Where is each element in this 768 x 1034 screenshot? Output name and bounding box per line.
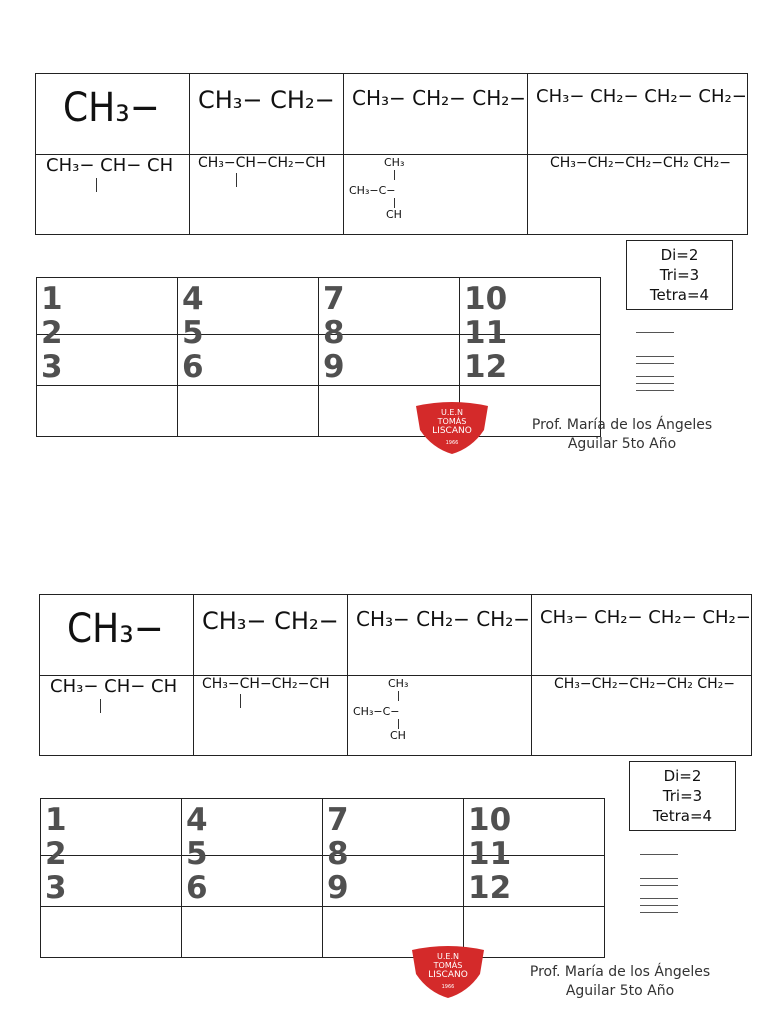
- grid-cell: [178, 386, 319, 437]
- formula-cell: [194, 595, 348, 676]
- number: 3: [41, 349, 63, 385]
- formula-cell: [36, 74, 190, 155]
- number: 10: [468, 802, 512, 838]
- prefix-di: Di=2: [663, 767, 702, 785]
- main-chain: CH₃−C−: [353, 704, 400, 718]
- propyl-formula: CH₃− CH₂− CH₂−: [352, 86, 527, 110]
- bond-line: [100, 699, 101, 713]
- logo-text: U.E.N: [441, 408, 463, 417]
- logo-text: U.E.N: [437, 952, 459, 961]
- prefix-legend: [626, 240, 733, 310]
- grid-cell: [464, 799, 605, 906]
- lower-group: CH: [386, 207, 402, 221]
- prefix-tetra: Tetra=4: [649, 286, 710, 304]
- isopropyl-formula: CH₃− CH− CH: [50, 675, 178, 697]
- number: 12: [468, 870, 512, 906]
- methyl-formula: CH₃−: [67, 606, 164, 652]
- number: 1: [45, 802, 67, 838]
- number: 11: [468, 836, 512, 872]
- logo-text: TOMÁS: [437, 417, 467, 426]
- upper-group: CH₃: [388, 676, 409, 690]
- professor-credit: [518, 416, 726, 454]
- formula-cell: [36, 155, 190, 235]
- school-logo: [412, 400, 492, 454]
- formula-cell: [344, 74, 528, 155]
- prefix-di: Di=2: [660, 246, 699, 264]
- triple-bond-line: [640, 912, 678, 913]
- formula-cell: [190, 155, 344, 235]
- number: 1: [41, 281, 63, 317]
- bond-line: [398, 691, 399, 701]
- number: 8: [327, 836, 349, 872]
- triple-bond-line: [636, 383, 674, 384]
- tert-butyl-formula: [348, 677, 531, 755]
- double-bond-line: [636, 363, 674, 364]
- number-stack: [464, 799, 604, 906]
- formula-cell: [190, 74, 344, 155]
- number-grid: [40, 798, 605, 958]
- formula-cell: [40, 595, 194, 676]
- triple-bond-line: [640, 905, 678, 906]
- bond-line: [240, 694, 241, 708]
- number: 5: [186, 836, 208, 872]
- number-grid: [36, 277, 601, 437]
- prefix-tetra: Tetra=4: [652, 807, 713, 825]
- ethyl-formula: CH₃− CH₂−: [198, 86, 335, 114]
- grid-cell: [37, 386, 178, 437]
- number: 7: [323, 281, 345, 317]
- number-stack: [37, 278, 177, 385]
- grid-cell: [182, 799, 323, 906]
- number-stack: [460, 278, 600, 385]
- number: 4: [182, 281, 204, 317]
- pentyl-formula: CH₃−CH₂−CH₂−CH₂ CH₂−: [554, 675, 735, 692]
- butyl-formula: CH₃− CH₂− CH₂− CH₂−: [536, 86, 747, 107]
- formula-cell: [528, 74, 748, 155]
- upper-group: CH₃: [384, 155, 405, 169]
- course-year: Aguilar 5to Año: [567, 436, 677, 452]
- number: 6: [182, 349, 204, 385]
- isobutyl-formula: CH₃−CH−CH₂−CH: [198, 154, 326, 171]
- number-stack: [323, 799, 463, 906]
- bond-line: [394, 198, 395, 208]
- triple-bond-line: [640, 898, 678, 899]
- isopropyl-formula: CH₃− CH− CH: [46, 154, 174, 176]
- bond-line: [398, 719, 399, 729]
- grid-cell: [319, 278, 460, 385]
- ethyl-formula: CH₃− CH₂−: [202, 607, 339, 635]
- bond-line: [394, 170, 395, 180]
- logo-text: 1966: [445, 440, 459, 446]
- number: 2: [45, 836, 67, 872]
- number: 12: [464, 349, 508, 385]
- grid-cell: [41, 799, 182, 906]
- number: 2: [41, 315, 63, 351]
- grid-cell: [182, 907, 323, 958]
- formula-cell: [40, 676, 194, 756]
- number: 5: [182, 315, 204, 351]
- grid-cell: [37, 278, 178, 385]
- formula-cell: [528, 155, 748, 235]
- number: 10: [464, 281, 508, 317]
- number-stack: [319, 278, 459, 385]
- professor-credit: [516, 963, 724, 1001]
- formula-cell: [348, 595, 532, 676]
- prefix-legend: [629, 761, 736, 831]
- prefix-tri: Tri=3: [662, 787, 703, 805]
- worksheet-top: [0, 0, 768, 512]
- main-chain: CH₃−C−: [349, 183, 396, 197]
- double-bond-line: [636, 356, 674, 357]
- logo-text: LISCANO: [432, 426, 472, 436]
- number: 3: [45, 870, 67, 906]
- isobutyl-formula: CH₃−CH−CH₂−CH: [202, 675, 330, 692]
- number: 7: [327, 802, 349, 838]
- formula-cell: [348, 676, 532, 756]
- formula-cell: [344, 155, 528, 235]
- grid-cell: [41, 907, 182, 958]
- school-logo: [408, 944, 488, 998]
- butyl-formula: CH₃− CH₂− CH₂− CH₂−: [540, 607, 751, 628]
- number-stack: [41, 799, 181, 906]
- radical-formula-table: [39, 594, 752, 756]
- bond-line: [236, 173, 237, 187]
- lower-group: CH: [390, 728, 406, 742]
- double-bond-line: [640, 878, 678, 879]
- methyl-formula: CH₃−: [63, 85, 160, 131]
- formula-cell: [532, 676, 752, 756]
- number: 4: [186, 802, 208, 838]
- professor-name: Prof. María de los Ángeles: [529, 964, 711, 980]
- number-stack: [182, 799, 322, 906]
- number: 8: [323, 315, 345, 351]
- professor-name: Prof. María de los Ángeles: [531, 417, 713, 433]
- grid-cell: [460, 278, 601, 385]
- double-bond-line: [640, 885, 678, 886]
- single-bond-line: [640, 854, 678, 855]
- pentyl-formula: CH₃−CH₂−CH₂−CH₂ CH₂−: [550, 154, 731, 171]
- formula-cell: [532, 595, 752, 676]
- course-year: Aguilar 5to Año: [565, 983, 675, 999]
- number: 11: [464, 315, 508, 351]
- grid-cell: [178, 278, 319, 385]
- number: 9: [327, 870, 349, 906]
- logo-text: LISCANO: [428, 970, 468, 980]
- tert-butyl-formula: [344, 156, 527, 234]
- bond-line: [96, 178, 97, 192]
- formula-cell: [194, 676, 348, 756]
- logo-text: 1966: [441, 984, 455, 990]
- propyl-formula: CH₃− CH₂− CH₂−: [356, 607, 531, 631]
- triple-bond-line: [636, 376, 674, 377]
- prefix-tri: Tri=3: [659, 266, 700, 284]
- radical-formula-table: [35, 73, 748, 235]
- worksheet-bottom: [0, 522, 768, 1034]
- grid-cell: [323, 799, 464, 906]
- single-bond-line: [636, 332, 674, 333]
- number: 9: [323, 349, 345, 385]
- number-stack: [178, 278, 318, 385]
- logo-text: TOMÁS: [433, 961, 463, 970]
- triple-bond-line: [636, 390, 674, 391]
- number: 6: [186, 870, 208, 906]
